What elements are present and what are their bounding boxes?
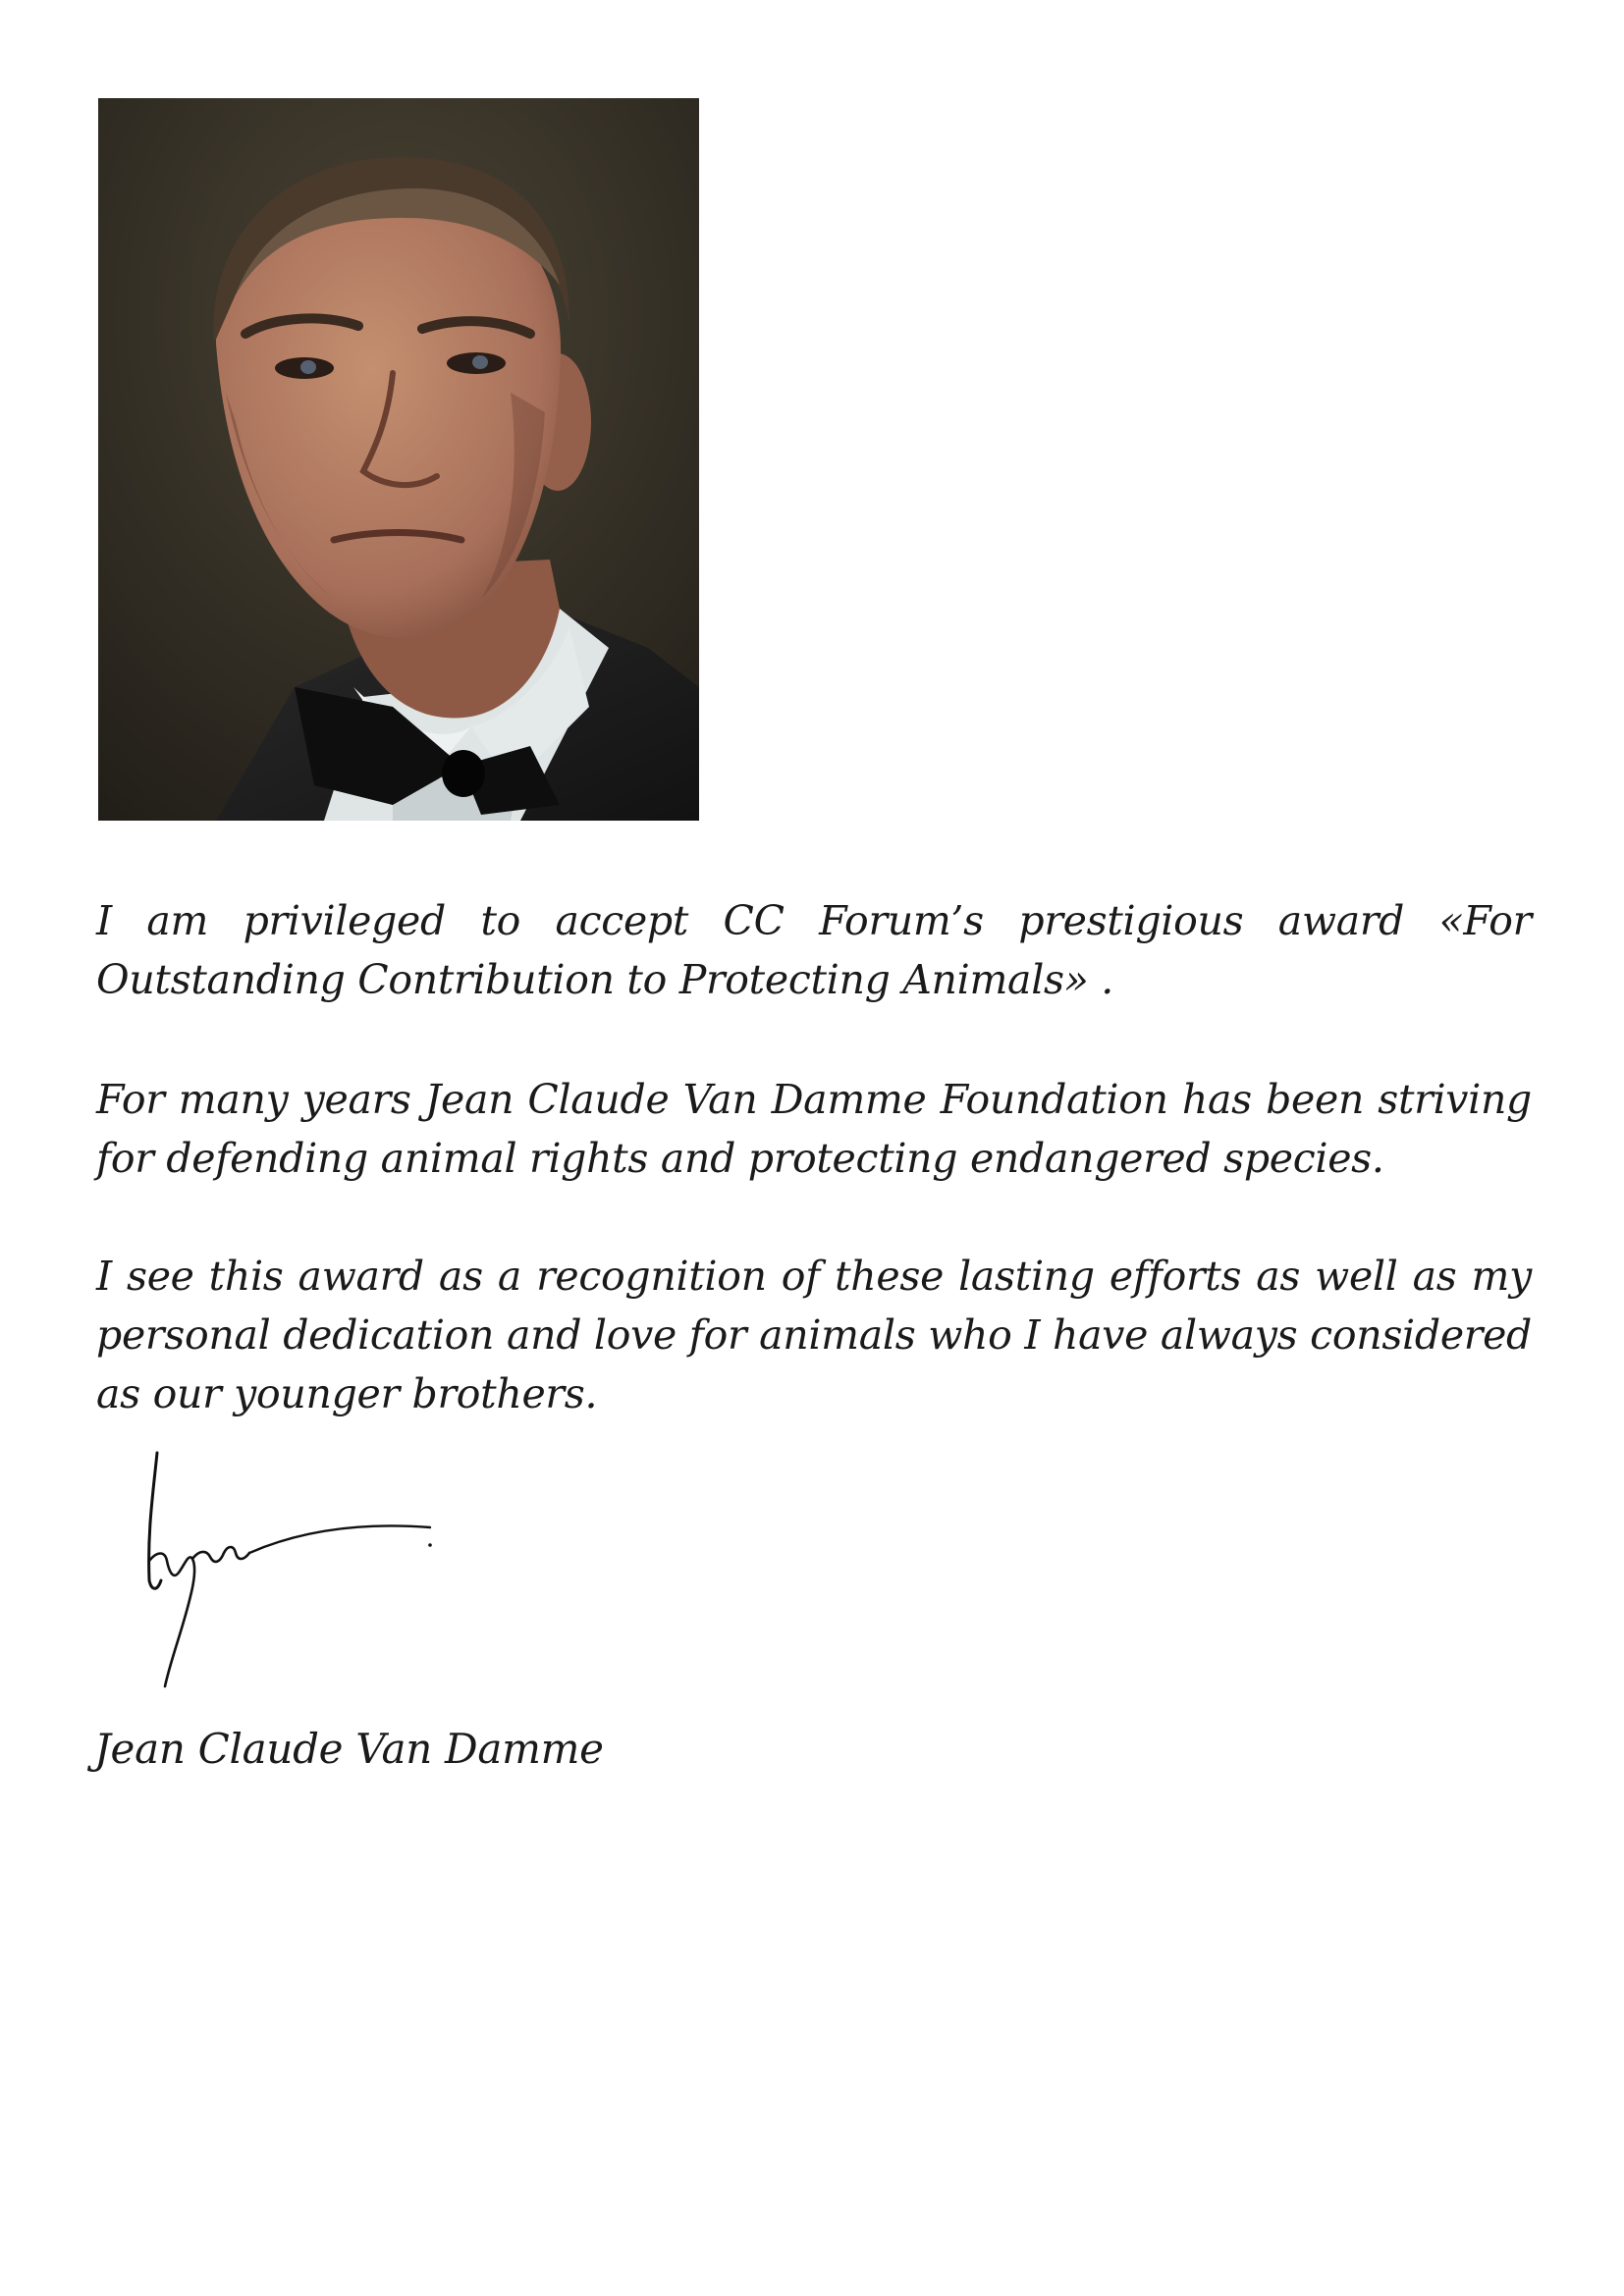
- portrait-illustration: [98, 98, 699, 821]
- signature-strokes: [137, 1443, 452, 1698]
- signer-name: Jean Claude Van Damme: [94, 1725, 604, 1773]
- letter-paragraph-3: I see this award as a recognition of these lasting efforts as well as my personal dedication and love for animals who I have always considered as our younger brothers.: [96, 1253, 1532, 1417]
- portrait-photo: [98, 98, 699, 821]
- handwritten-signature-icon: [137, 1443, 452, 1698]
- letter-paragraph-1: I am privileged to accept CC Forum’s prestigious award «For Outstanding Contribution to Protecting Animals» .: [96, 897, 1532, 1003]
- letter-paragraph-2: For many years Jean Claude Van Damme Foundation has been striving for defending animal rights and protecting endangered species.: [96, 1076, 1532, 1182]
